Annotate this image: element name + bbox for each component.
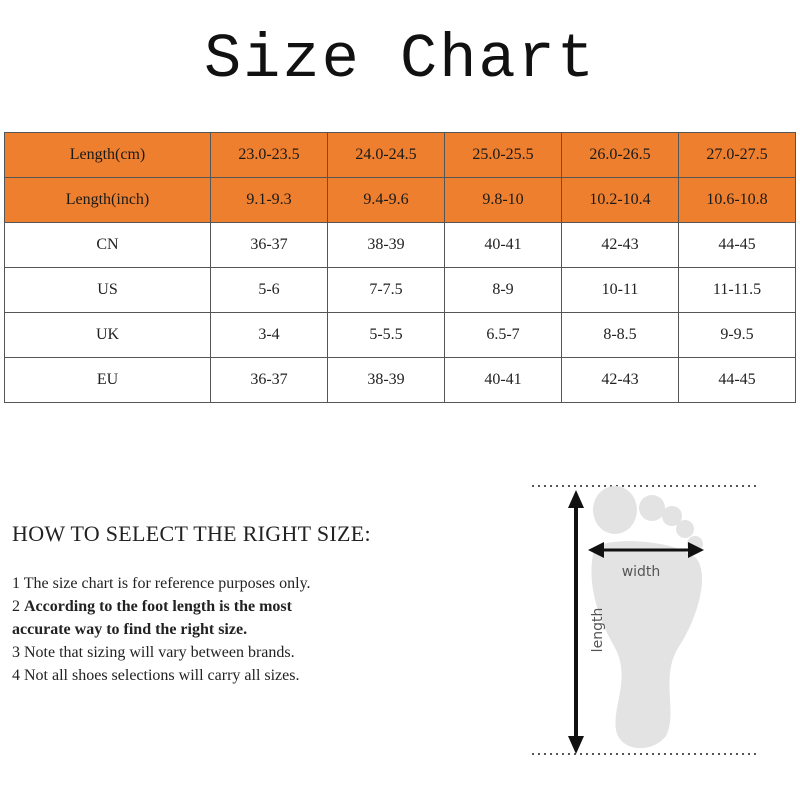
table-cell: 44-45 xyxy=(679,223,796,268)
table-cell: 8-8.5 xyxy=(562,313,679,358)
table-cell: 5-6 xyxy=(211,268,328,313)
table-cell: 9.8-10 xyxy=(445,178,562,223)
table-cell: 23.0-23.5 xyxy=(211,133,328,178)
table-row xyxy=(5,178,796,223)
howto-heading: HOW TO SELECT THE RIGHT SIZE: xyxy=(12,521,371,546)
table-cell: 11-11.5 xyxy=(679,268,796,313)
note-4: 4 Not all shoes selections will carry all sizes. xyxy=(12,667,300,684)
length-arrow xyxy=(568,490,584,754)
table-cell: 10.6-10.8 xyxy=(679,178,796,223)
row-label: Length(inch) xyxy=(5,178,211,223)
table-cell: 5-5.5 xyxy=(328,313,445,358)
row-label: Length(cm) xyxy=(5,133,211,178)
foot-measurement-diagram xyxy=(528,478,768,763)
note-2 xyxy=(12,595,412,618)
table-cell: 27.0-27.5 xyxy=(679,133,796,178)
table-cell: 38-39 xyxy=(328,223,445,268)
foot-icon xyxy=(591,486,703,748)
note-2-number: 2 xyxy=(12,598,24,615)
row-label: UK xyxy=(5,313,211,358)
note-2-bold-a: According to the foot length is the most xyxy=(24,598,292,615)
table-cell: 9-9.5 xyxy=(679,313,796,358)
table-cell: 42-43 xyxy=(562,358,679,403)
table-cell: 10-11 xyxy=(562,268,679,313)
table-cell: 40-41 xyxy=(445,358,562,403)
table-cell: 24.0-24.5 xyxy=(328,133,445,178)
table-cell: 25.0-25.5 xyxy=(445,133,562,178)
table-cell: 44-45 xyxy=(679,358,796,403)
table-cell: 9.4-9.6 xyxy=(328,178,445,223)
table-cell: 10.2-10.4 xyxy=(562,178,679,223)
note-1: 1 The size chart is for reference purposes only. xyxy=(12,575,311,592)
page-title: Size Chart xyxy=(203,24,597,95)
table-row xyxy=(5,268,796,313)
row-label: EU xyxy=(5,358,211,403)
table-cell: 7-7.5 xyxy=(328,268,445,313)
table-cell: 9.1-9.3 xyxy=(211,178,328,223)
table-row xyxy=(5,358,796,403)
note-3: 3 Note that sizing will vary between brands. xyxy=(12,644,295,661)
table-cell: 6.5-7 xyxy=(445,313,562,358)
note-2-bold-b: accurate way to find the right size. xyxy=(12,621,248,638)
row-label: CN xyxy=(5,223,211,268)
table-cell: 36-37 xyxy=(211,223,328,268)
table-row xyxy=(5,313,796,358)
table-cell: 36-37 xyxy=(211,358,328,403)
table-row xyxy=(5,133,796,178)
table-cell: 3-4 xyxy=(211,313,328,358)
width-label: width xyxy=(621,564,661,580)
row-label: US xyxy=(5,268,211,313)
table-cell: 26.0-26.5 xyxy=(562,133,679,178)
size-table xyxy=(4,132,796,403)
note-2-cont xyxy=(12,618,412,641)
table-cell: 38-39 xyxy=(328,358,445,403)
table-cell: 40-41 xyxy=(445,223,562,268)
table-cell: 42-43 xyxy=(562,223,679,268)
size-notes xyxy=(12,572,412,687)
table-cell: 8-9 xyxy=(445,268,562,313)
table-row xyxy=(5,223,796,268)
length-label: length xyxy=(590,607,606,653)
